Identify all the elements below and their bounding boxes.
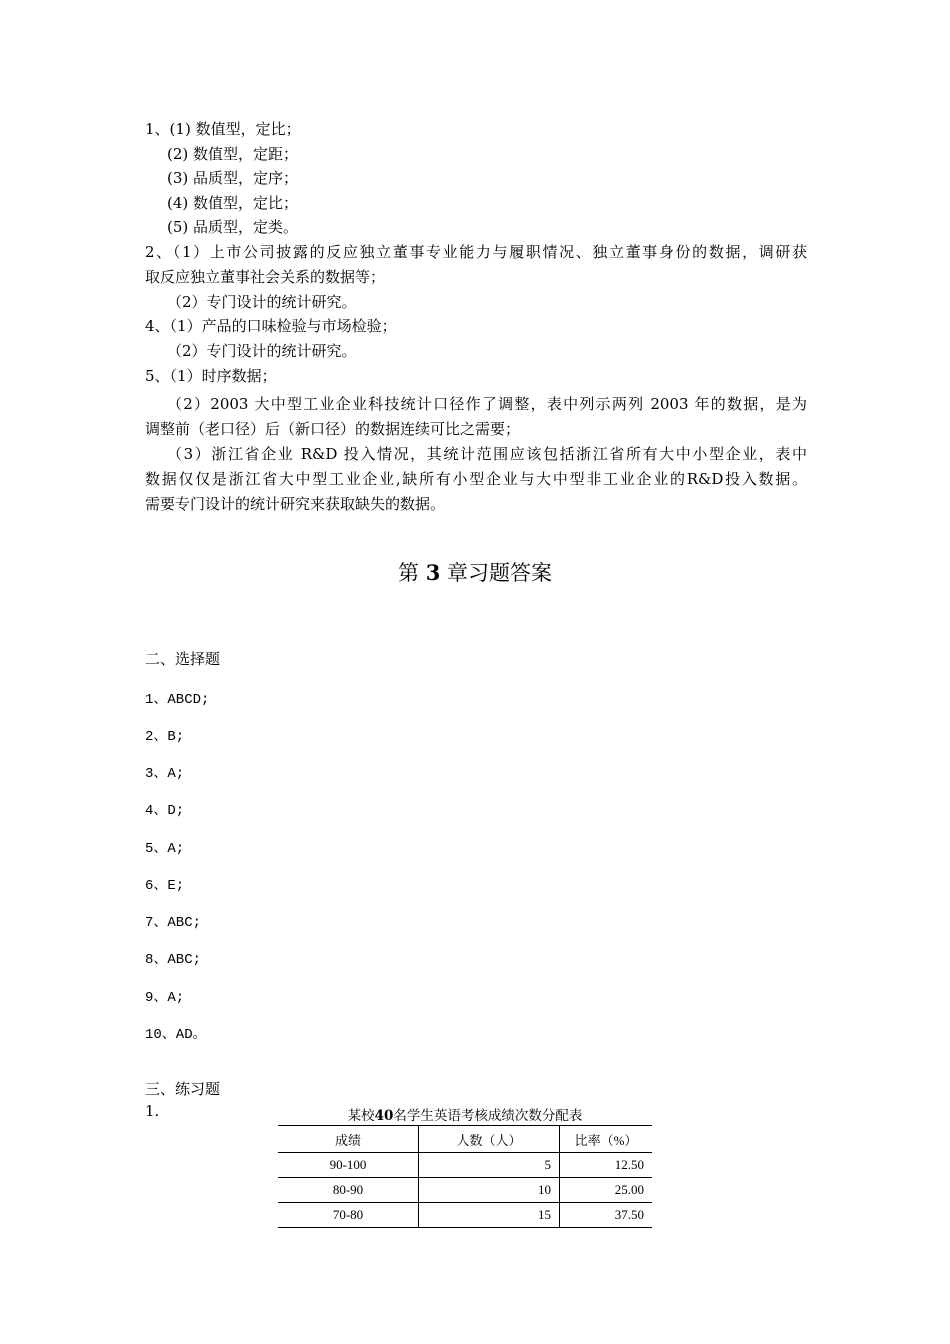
cell-score: 70-80 <box>332 1207 364 1222</box>
chapter-title-suffix: 章习题答案 <box>440 561 552 585</box>
table-row <box>278 1178 652 1203</box>
answer-q5-line: （3）浙江省企业 R&D 投入情况，其统计范围应该包括浙江省所有大中小型企业，表中 <box>167 445 807 463</box>
cell-count: 10 <box>419 1178 560 1203</box>
column-header-score: 成绩 <box>334 1132 361 1148</box>
score-table <box>278 1125 652 1228</box>
section-title-choice: 二、选择题 <box>145 650 221 668</box>
answer-q2-line: （2）专门设计的统计研究。 <box>167 293 357 311</box>
answer-q4-line: 4、（1）产品的口味检验与市场检验； <box>145 317 397 335</box>
answer-q1-line-1 <box>145 117 807 142</box>
chapter-title-prefix: 第 <box>398 561 426 585</box>
cell-score: 90-100 <box>329 1157 367 1172</box>
choice-answer: 5、A; <box>145 841 185 857</box>
answer-q5-line: 5、（1）时序数据； <box>145 367 277 385</box>
table-caption-prefix: 某校 <box>347 1108 375 1124</box>
answer-q1-label: 1、 <box>145 120 170 138</box>
cell-rate: 12.50 <box>614 1157 644 1172</box>
answer-q5-line: 调整前（老口径）后（新口径）的数据连续可比之需要； <box>145 420 521 438</box>
answer-q5-line: 需要专门设计的统计研究来获取缺失的数据。 <box>145 495 446 513</box>
answer-q1-item: (5) 品质型，定类。 <box>167 218 299 236</box>
column-header-rate: 比率（%） <box>574 1132 638 1148</box>
table-row <box>278 1153 652 1178</box>
choice-answer: 3、A; <box>145 766 185 782</box>
chapter-number: 3 <box>425 560 441 585</box>
table-row <box>278 1203 652 1228</box>
table-header-row <box>278 1126 652 1153</box>
cell-score: 80-90 <box>332 1182 364 1197</box>
answer-q5-line: （2）2003 大中型工业企业科技统计口径作了调整，表中列示两列 2003 年的数据，是为 <box>167 395 807 413</box>
cell-count: 5 <box>419 1153 560 1178</box>
frequency-table <box>278 1107 652 1228</box>
exercise-item-label: 1. <box>145 1102 160 1120</box>
choice-answer: 7、ABC; <box>145 915 202 931</box>
table-caption <box>278 1107 652 1125</box>
choice-answer: 8、ABC; <box>145 952 202 968</box>
choice-answer: 6、E; <box>145 878 185 894</box>
answer-q2 <box>145 240 807 315</box>
answer-q1-item: (3) 品质型，定序； <box>167 169 299 187</box>
answer-q5-line: 数据仅仅是浙江省大中型工业企业,缺所有小型企业与大中型非工业企业的R&D投入数据。 <box>145 470 807 488</box>
column-header-count: 人数（人） <box>419 1126 560 1153</box>
table-caption-count: 40 <box>374 1108 394 1124</box>
cell-rate: 37.50 <box>614 1207 644 1222</box>
answer-q4-line: （2）专门设计的统计研究。 <box>167 342 357 360</box>
choice-answer: 9、A; <box>145 990 185 1006</box>
chapter-title <box>0 558 950 588</box>
table-caption-suffix: 名学生英语考核成绩次数分配表 <box>393 1108 583 1124</box>
choice-answer: 1、ABCD; <box>145 692 210 708</box>
choice-answer: 10、AD。 <box>145 1027 207 1043</box>
answer-q1 <box>145 117 807 240</box>
choice-answer: 4、D; <box>145 803 185 819</box>
answer-q1-item: (2) 数值型，定距； <box>167 144 299 163</box>
answer-q5 <box>145 364 807 517</box>
answer-q1-item: (1) 数值型，定比； <box>169 120 301 138</box>
choice-answer: 2、B; <box>145 729 185 745</box>
answer-q2-line: 2、（1）上市公司披露的反应独立董事专业能力与履职情况、独立董事身份的数据，调研获 <box>145 243 807 261</box>
answer-q1-item: (4) 数值型，定比； <box>167 193 299 212</box>
cell-rate: 25.00 <box>614 1182 644 1197</box>
cell-count: 15 <box>419 1203 560 1228</box>
answer-q2-line: 取反应独立董事社会关系的数据等； <box>145 268 386 286</box>
answer-q4 <box>145 314 807 364</box>
section-title-exercise: 三、练习题 <box>145 1080 221 1098</box>
